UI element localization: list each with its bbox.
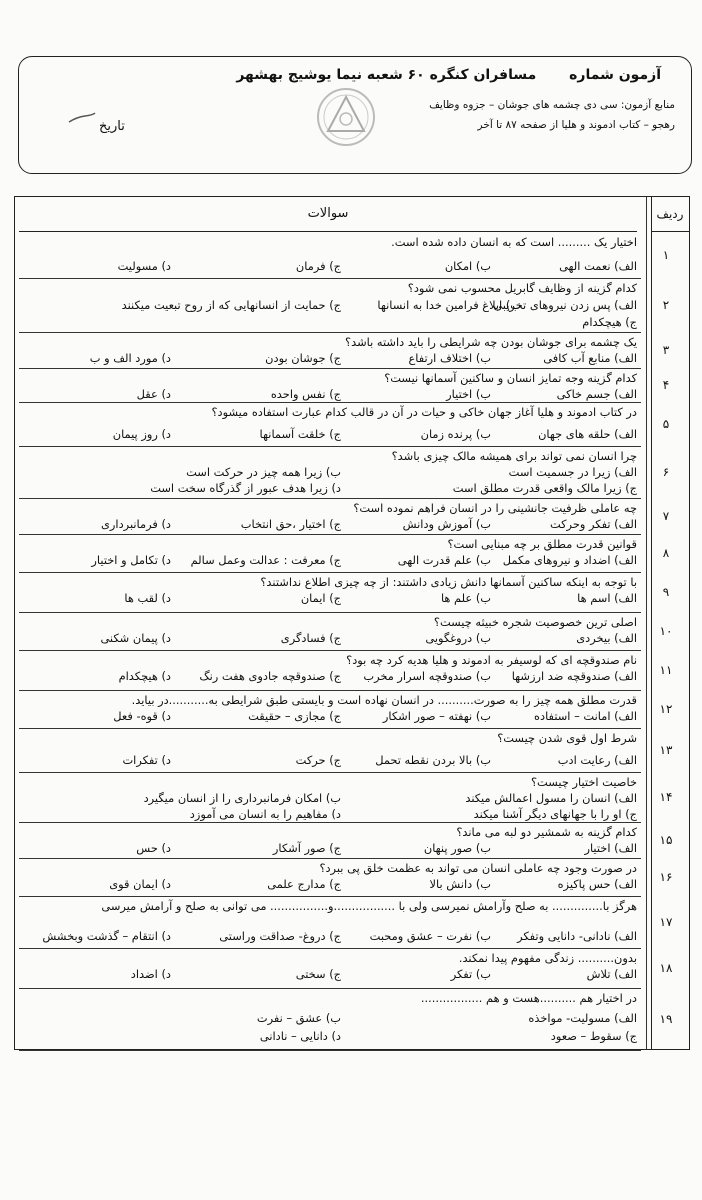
question-row <box>19 897 673 949</box>
answer-option: ج) صندوقچه جادوی هفت رنگ <box>199 669 341 683</box>
answer-option: ج) مدارج علمی <box>267 877 341 891</box>
exam-title: مسافران کنگره ۶۰ شعبه نیما یوشیج بهشهر <box>236 67 537 83</box>
question-text: کدام گزینه از وظایف گابریل محسوب نمی شود؟ <box>407 281 637 295</box>
row-number-header: ردیف <box>656 207 684 221</box>
answer-option: ج) اختیار ،حق انتخاب <box>240 517 341 531</box>
answer-option: ج) هیچکدام <box>582 315 637 329</box>
answer-option: ب) اختلاف ارتفاع <box>408 351 491 365</box>
answer-option: د) زیرا هدف عبور از گذرگاه سخت است <box>150 481 341 495</box>
question-text: شرط اول قوی شدن چیست؟ <box>497 731 637 745</box>
question-row <box>19 369 670 403</box>
question-number: ۱۸ <box>659 961 673 975</box>
answer-option: الف) جسم خاکی <box>556 387 637 401</box>
answer-option: ج) ایمان <box>300 591 341 605</box>
question-row <box>19 949 673 989</box>
answer-option: ج) سقوط – صعود <box>550 1029 637 1043</box>
question-text: در اختیار هم ..........هست و هم ................. <box>420 991 637 1005</box>
answer-option: ب) امکان <box>444 259 491 273</box>
answer-option: الف) تلاش <box>586 967 637 981</box>
answer-option: ج) دروغ- صداقت وراستی <box>219 929 341 943</box>
answer-option: الف) حس پاکیزه <box>557 877 637 891</box>
answer-option: الف) پس زدن نیروهای تخریبی <box>493 298 637 312</box>
question-text: قدرت مطلق همه چیز را به صورت.......... در انسان نهاده است و بایستی طبق شرایطی به...........در بیاید. <box>131 693 637 707</box>
answer-option: ج) نفس واحده <box>270 387 341 401</box>
answer-option: ج) او را با جهانهای دیگر آشنا میکند <box>473 807 637 821</box>
answer-option: د) دانایی – نادانی <box>259 1029 341 1043</box>
answer-option: د) قوه- فعل <box>113 709 171 723</box>
answer-option: ب) دانش بالا <box>429 877 491 891</box>
answer-option: ب) نهفته – صور اشکار <box>382 709 491 723</box>
question-number: ۱ <box>662 248 670 262</box>
question-row <box>19 233 670 279</box>
answer-option: د) اضداد <box>130 967 171 981</box>
answer-option: د) مفاهیم را به انسان می آموزد <box>189 807 341 821</box>
answer-option: د) انتقام – گذشت وبخشش <box>42 929 171 943</box>
answer-option: الف) اضداد و نیروهای مکمل <box>502 553 637 567</box>
question-text: نام صندوقچه ای که لوسیفر به ادموند و هلیا هدیه کرد چه بود؟ <box>346 653 637 667</box>
question-number: ۶ <box>662 465 670 479</box>
question-number: ۱۱ <box>659 663 673 677</box>
answer-option: ج) صور آشکار <box>272 841 341 855</box>
question-number: ۱۴ <box>659 790 673 804</box>
answer-option: الف) اختیار <box>584 841 637 855</box>
answer-option: د) تکامل و اختیار <box>91 553 171 567</box>
exam-title-line <box>236 67 661 83</box>
answer-option: ب) نفرت – عشق ومحبت <box>369 929 491 943</box>
question-number: ۸ <box>662 546 670 560</box>
question-row <box>19 573 670 613</box>
question-row <box>19 823 673 859</box>
answer-option: الف) منابع آب کافی <box>543 351 637 365</box>
answer-option: الف) اسم ها <box>577 591 637 605</box>
question-row <box>19 859 673 897</box>
answer-option: ب) صندوقچه اسرار مخرب <box>363 669 491 683</box>
signature-mark-icon <box>67 111 97 125</box>
answer-option: ب) علم ها <box>440 591 491 605</box>
answer-option: الف) نادانی- دانایی وتفکر <box>517 929 637 943</box>
answer-option: الف) صندوقچه ضد ارزشها <box>511 669 637 683</box>
answer-option: ب) صور پنهان <box>423 841 491 855</box>
question-row <box>19 613 673 651</box>
answer-option: ج) خلقت آسمانها <box>259 427 341 441</box>
divider <box>651 231 689 232</box>
question-number: ۲ <box>662 298 670 312</box>
answer-option: د) مسولیت <box>117 259 171 273</box>
question-text: خاصیت اختیار چیست؟ <box>531 775 637 789</box>
date-label: تاریخ <box>99 119 125 134</box>
question-number: ۵ <box>662 417 670 431</box>
question-text: هرگز با.............. به صلح وآرامش نمیرسی ولی با .................و................ می توانی به صلح و آرامش میرسی <box>101 899 637 913</box>
source-line-1: منابع آزمون: سی دی چشمه های جوشان – جزوه وظایف <box>429 99 675 111</box>
answer-option: د) مورد الف و ب <box>89 351 171 365</box>
question-text: چه عاملی ظرفیت جانشینی را در انسان فراهم نموده است؟ <box>353 501 637 515</box>
question-number: ۱۰ <box>659 624 673 638</box>
answer-option: الف) حلقه های جهان <box>538 427 637 441</box>
question-text: یک چشمه برای جوشان بودن چه شرایطی را باید داشته باشد؟ <box>345 335 637 349</box>
question-row <box>19 651 673 691</box>
question-number: ۱۲ <box>659 702 673 716</box>
question-row <box>19 535 670 573</box>
question-text: قوانین قدرت مطلق بر چه مبنایی است؟ <box>447 537 637 551</box>
answer-option: ب) آموزش ودانش <box>402 517 491 531</box>
source-line-2: رهجو – کتاب ادموند و هلیا از صفحه ۸۷ تا آخر <box>477 119 675 131</box>
answer-option: ج) مجازی – حقیقت <box>248 709 341 723</box>
answer-option: ب) بالا بردن نقطه تحمل <box>375 753 491 767</box>
answer-option: د) فرمانبرداری <box>101 517 171 531</box>
question-number: ۱۷ <box>659 915 673 929</box>
answer-option: الف) مسولیت- مواخذه <box>528 1011 637 1025</box>
question-number: ۹ <box>662 585 670 599</box>
answer-option: ج) معرفت : عدالت وعمل سالم <box>190 553 341 567</box>
answer-option: الف) رعایت ادب <box>557 753 637 767</box>
answer-option: ج) سختی <box>295 967 341 981</box>
question-row <box>19 333 670 369</box>
answer-option: الف) نعمت الهی <box>559 259 637 273</box>
question-row <box>19 773 673 823</box>
exam-sources <box>429 95 675 135</box>
exam-header <box>18 56 692 174</box>
question-number: ۱۶ <box>659 870 673 884</box>
question-text: چرا انسان نمی تواند برای همیشه مالک چیزی باشد؟ <box>391 449 637 463</box>
question-number: ۱۹ <box>659 1012 673 1026</box>
answer-option: ج) فسادگری <box>280 631 341 645</box>
question-row <box>19 403 670 447</box>
answer-option: د) تفکرات <box>122 753 171 767</box>
answer-option: د) هیچکدام <box>118 669 171 683</box>
answer-option: ب) امکان فرمانبرداری را از انسان میگیرد <box>143 791 341 805</box>
answer-option: د) روز پیمان <box>112 427 171 441</box>
question-text: اختیار یک ......... است که به انسان داده شده است. <box>391 235 637 249</box>
answer-option: د) حس <box>136 841 171 855</box>
question-number: ۱۳ <box>659 743 673 757</box>
question-number: ۷ <box>662 509 670 523</box>
answer-option: د) پیمان شکنی <box>100 631 171 645</box>
answer-option: ب) دروغگویی <box>425 631 491 645</box>
answer-option: الف) زیرا در جسمیت است <box>508 465 637 479</box>
answer-option: ب) تفکر <box>450 967 491 981</box>
question-row <box>19 729 673 773</box>
question-text: کدام گزینه به شمشیر دو لبه می ماند؟ <box>456 825 637 839</box>
question-text: کدام گزینه وجه تمایز انسان و ساکنین آسمانها نیست؟ <box>384 371 637 385</box>
question-row <box>19 499 670 535</box>
question-text: اصلی ترین خصوصیت شجره خبیثه چیست؟ <box>433 615 637 629</box>
question-row <box>19 447 670 499</box>
answer-option: ب) ابلاغ فرامین خدا به انسانها <box>377 298 521 312</box>
answer-option: الف) بیخردی <box>576 631 637 645</box>
answer-option: الف) انسان را مسول اعمالش میکند <box>465 791 637 805</box>
question-row <box>19 279 670 333</box>
answer-option: ب) عشق – نفرت <box>256 1011 341 1025</box>
congress-seal-icon <box>314 85 378 149</box>
answer-option: الف) تفکر وحرکت <box>549 517 637 531</box>
questions-header: سوالات <box>19 197 637 232</box>
question-row <box>19 691 673 729</box>
questions-table <box>14 196 690 1050</box>
answer-option: ج) جوشان بودن <box>265 351 341 365</box>
answer-option: ج) زیرا مالک واقعی قدرت مطلق است <box>452 481 637 495</box>
question-text: بدون.......... زندگی مفهوم پیدا نمکند. <box>458 951 637 965</box>
answer-option: د) ایمان قوی <box>109 877 171 891</box>
answer-option: د) عقل <box>136 387 171 401</box>
question-number: ۱۵ <box>659 833 673 847</box>
question-text: در صورت وجود چه عاملی انسان می تواند به عظمت خلق پی ببرد؟ <box>319 861 637 875</box>
answer-option: ج) فرمان <box>295 259 341 273</box>
answer-option: الف) امانت – استفاده <box>534 709 637 723</box>
answer-option: ج) حمایت از انسانهایی که از روح تبعیت میکنند <box>121 298 341 312</box>
answer-option: د) لقب ها <box>124 591 171 605</box>
answer-option: ب) زیرا همه چیز در حرکت است <box>186 465 341 479</box>
question-number: ۴ <box>662 378 670 392</box>
question-number: ۳ <box>662 343 670 357</box>
question-row <box>19 989 673 1051</box>
answer-option: ب) علم قدرت الهی <box>397 553 491 567</box>
answer-option: ب) اختیار <box>446 387 491 401</box>
question-text: در کتاب ادموند و هلیا آغاز جهان خاکی و حیات در آن در قالب کدام عبارت استفاده میشود؟ <box>211 405 637 419</box>
answer-option: ب) پرنده زمان <box>420 427 491 441</box>
exam-number-label: آزمون شماره <box>569 67 661 83</box>
answer-option: ج) حرکت <box>295 753 341 767</box>
question-text: با توجه به اینکه ساکنین آسمانها دانش زیادی داشتند: از چه چیزی اطلاع نداشتند؟ <box>260 575 637 589</box>
